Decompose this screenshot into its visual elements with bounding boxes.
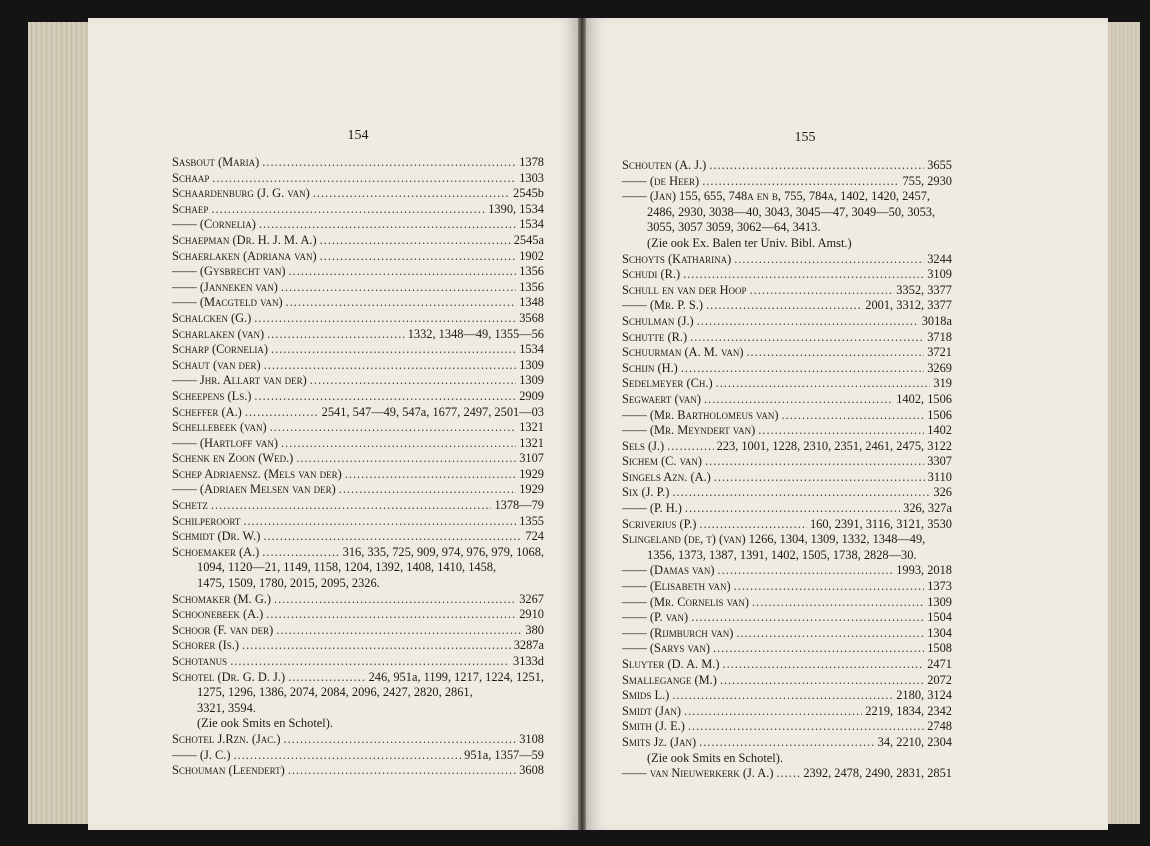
entry-name: Schmidt (Dr. W.): [172, 529, 261, 544]
entry-numbers: 34, 2210, 2304: [877, 734, 952, 749]
entry-name: Schaardenburg (J. G. van): [172, 186, 310, 201]
entry-numbers: 2541, 547—49, 547a, 1677, 2497, 2501—03: [321, 404, 544, 419]
dot-leader: [234, 748, 462, 764]
entry-name: Schep Adriaensz. (Mels van der): [172, 466, 342, 481]
dot-leader: [288, 763, 516, 779]
index-entry: [172, 623, 544, 639]
entry-name: Schellebeek (van): [172, 420, 267, 435]
index-entry: [172, 186, 544, 202]
entry-name: —— (Mr. Cornelis van): [622, 594, 750, 609]
index-entry: [172, 295, 544, 311]
entry-name: —— (Jan) 155, 655, 748a en b, 755, 784a, 1402, 1420, 2457,: [622, 189, 930, 204]
index-entry: [622, 408, 952, 424]
entry-name: Schutte (R.): [622, 329, 688, 344]
index-entry: [172, 327, 544, 343]
entry-numbers: 1993, 2018: [896, 563, 952, 578]
index-entry: [622, 439, 952, 455]
entry-numbers: 1355: [519, 513, 544, 528]
entry-name: Schudi (R.): [622, 267, 681, 282]
entry-numbers: 3352, 3377: [896, 282, 952, 297]
dot-leader: [697, 314, 919, 330]
entry-name: —— (Damas van): [622, 563, 715, 578]
entry-numbers: 1303: [519, 170, 544, 185]
index-entry: [172, 638, 544, 654]
index-entry: [622, 376, 952, 392]
dot-leader: [254, 311, 516, 327]
index-entry: [172, 171, 544, 187]
entry-numbers: 3608: [519, 763, 544, 778]
left-index-column: [172, 155, 544, 779]
dot-leader: [672, 688, 893, 704]
dot-leader: [230, 654, 510, 670]
entry-numbers: 1309: [519, 357, 544, 372]
dot-leader: [320, 233, 511, 249]
entry-name: —— (Sarys van): [622, 641, 710, 656]
entry-numbers: 1504: [927, 610, 952, 625]
index-entry: [172, 529, 544, 545]
entry-name: —— (Macgteld van): [172, 295, 283, 310]
entry-name: —— (Mr. Bartholomeus van): [622, 407, 779, 422]
entry-name: Smits Jz. (Jan): [622, 734, 697, 749]
index-entry: [622, 314, 952, 330]
entry-name: Scharlaken (van): [172, 326, 265, 341]
index-entry: [172, 451, 544, 467]
entry-name: —— (Cornelia): [172, 217, 256, 232]
dot-leader: [667, 439, 713, 455]
dot-leader: [211, 498, 492, 514]
dot-leader: [262, 155, 516, 171]
dot-leader: [284, 732, 517, 748]
entry-numbers: 246, 951a, 1199, 1217, 1224, 1251,: [368, 669, 544, 684]
entry-name: Schaepman (Dr. H. J. M. A.): [172, 232, 317, 247]
entry-name: Sasbout (Maria): [172, 155, 260, 169]
entry-numbers: 2545a: [513, 232, 544, 247]
dot-leader: [750, 283, 894, 299]
entry-numbers: 1402, 1506: [896, 391, 952, 406]
entry-name: —— (Elisabeth van): [622, 579, 731, 594]
index-entry: [172, 763, 544, 779]
entry-name: —— (Janneken van): [172, 279, 278, 294]
entry-numbers: 755, 2930: [902, 173, 952, 188]
dot-leader: [243, 514, 516, 530]
index-entry: [622, 704, 952, 720]
dot-leader: [705, 454, 924, 470]
entry-numbers: 1332, 1348—49, 1355—56: [407, 326, 544, 341]
entry-numbers: 1321: [519, 420, 544, 435]
index-entry: [172, 342, 544, 358]
dot-leader: [688, 719, 924, 735]
index-entry: [622, 189, 952, 205]
dot-leader: [339, 482, 516, 498]
dot-leader: [276, 623, 522, 639]
entry-numbers: 3267: [519, 591, 544, 606]
right-page-number: 155: [794, 130, 816, 145]
index-entry: [172, 249, 544, 265]
entry-numbers: 2219, 1834, 2342: [865, 703, 952, 718]
entry-numbers: 326: [933, 485, 952, 500]
index-entry: [622, 454, 952, 470]
dot-leader: [320, 249, 517, 265]
entry-name: Schoor (F. van der): [172, 622, 274, 637]
entry-numbers: 316, 335, 725, 909, 974, 976, 979, 1068,: [342, 544, 544, 559]
index-entry: [622, 595, 952, 611]
entry-name: —— Jhr. Allart van der): [172, 373, 307, 388]
entry-numbers: 3721: [927, 345, 952, 360]
index-entry: [172, 607, 544, 623]
dot-leader: [699, 517, 807, 533]
left-page-number: 154: [347, 128, 369, 143]
index-entry: [622, 330, 952, 346]
index-entry: [622, 392, 952, 408]
entry-name: Schaep: [172, 201, 209, 216]
dot-leader: [310, 373, 516, 389]
entry-numbers: 380: [525, 622, 544, 637]
dot-leader: [296, 451, 516, 467]
dot-leader: [684, 704, 862, 720]
entry-numbers: 1304: [927, 625, 952, 640]
entry-name: —— (Mr. Meyndert van): [622, 423, 756, 438]
dot-leader: [691, 610, 924, 626]
entry-numbers: 2748: [927, 719, 952, 734]
index-entry: [172, 654, 544, 670]
dot-leader: [281, 280, 516, 296]
entry-name: Scheffer (A.): [172, 404, 242, 419]
entry-continuation: 1094, 1120—21, 1149, 1158, 1204, 1392, 1408, 1410, 1458,: [197, 560, 497, 575]
dot-leader: [262, 545, 339, 561]
dot-leader: [681, 361, 924, 377]
index-entry: [622, 673, 952, 689]
entry-numbers: 2072: [927, 672, 952, 687]
entry-name: Schenk en Zoon (Wed.): [172, 451, 294, 466]
entry-name: Smallegange (M.): [622, 672, 717, 687]
dot-leader: [313, 186, 510, 202]
entry-name: Schotel (Dr. G. D. J.): [172, 669, 286, 684]
index-entry: [622, 158, 952, 174]
entry-numbers: 3107: [519, 451, 544, 466]
index-entry: [622, 532, 952, 548]
dot-leader: [267, 327, 405, 343]
index-entry: [172, 155, 544, 171]
right-index-column: [622, 158, 952, 782]
entry-name: Segwaert (van): [622, 391, 702, 406]
index-entry: [172, 670, 544, 686]
entry-name: Schijn (H.): [622, 360, 678, 375]
entry-numbers: 724: [525, 529, 544, 544]
dot-leader: [254, 389, 516, 405]
index-entry: [172, 748, 544, 764]
dot-leader: [716, 376, 931, 392]
entry-numbers: 3269: [927, 360, 952, 375]
entry-numbers: 3109: [927, 267, 952, 282]
entry-name: Scriverius (P.): [622, 516, 697, 531]
cross-reference-note: (Zie ook Smits en Schotel).: [647, 750, 783, 765]
entry-name: Six (J. P.): [622, 485, 670, 500]
entry-name: Sedelmeyer (Ch.): [622, 376, 713, 391]
entry-numbers: 3287a: [513, 638, 544, 653]
index-entry: [622, 485, 952, 501]
entry-numbers: 1378: [519, 155, 544, 169]
cross-reference-note: (Zie ook Ex. Balen ter Univ. Bibl. Amst.): [647, 235, 852, 250]
entry-name: Schetz: [172, 498, 208, 513]
entry-numbers: 2910: [519, 607, 544, 622]
dot-leader: [699, 735, 875, 751]
dot-leader: [714, 470, 925, 486]
index-entry: [622, 423, 952, 439]
dot-leader: [281, 436, 516, 452]
dot-leader: [286, 295, 517, 311]
entry-numbers: 2545b: [513, 186, 544, 201]
dot-leader: [752, 595, 924, 611]
entry-numbers: 1390, 1534: [488, 201, 544, 216]
index-entry: [172, 732, 544, 748]
entry-name: Schoyts (Katharina): [622, 251, 732, 266]
entry-name: Smids L.): [622, 688, 670, 703]
entry-name: Sluyter (D. A. M.): [622, 657, 720, 671]
entry-name: —— (Hartloff van): [172, 435, 278, 450]
entry-numbers: 951a, 1357—59: [464, 747, 544, 762]
entry-name: Scharp (Cornelia): [172, 342, 269, 357]
entry-name: —— (Gysbrecht van): [172, 264, 286, 279]
dot-leader: [245, 405, 319, 421]
dot-leader: [672, 485, 930, 501]
dot-leader: [259, 217, 516, 233]
entry-name: —— (J. C.): [172, 747, 231, 762]
entry-name: Schaerlaken (Adriana van): [172, 248, 317, 263]
entry-numbers: 1356: [519, 279, 544, 294]
entry-numbers: 319: [933, 376, 952, 391]
entry-name: —— (Adriaen Melsen van der): [172, 482, 336, 497]
entry-name: Schulman (J.): [622, 313, 694, 328]
entry-name: Sichem (C. van): [622, 454, 703, 469]
entry-name: Schomaker (M. G.): [172, 591, 272, 606]
entry-name: Schilperoort: [172, 513, 241, 528]
entry-name: Singels Azn. (A.): [622, 469, 711, 484]
entry-name: Schorer (Is.): [172, 638, 239, 653]
index-entry: [172, 436, 544, 452]
dot-leader: [685, 501, 900, 517]
entry-numbers: 3307: [927, 454, 952, 469]
entry-numbers: 1506: [927, 407, 952, 422]
entry-name: Schull en van der Hoop: [622, 282, 747, 297]
index-entry: [622, 298, 952, 314]
entry-numbers: 3110: [927, 469, 952, 484]
dot-leader: [345, 467, 516, 483]
dot-leader: [718, 563, 894, 579]
dot-leader: [704, 392, 893, 408]
index-entry: [622, 766, 952, 782]
entry-numbers: 1378—79: [494, 498, 544, 513]
entry-numbers: 1402: [927, 423, 952, 438]
entry-continuation: 2486, 2930, 3038—40, 3043, 3045—47, 3049—50, 3053,: [647, 204, 936, 219]
entry-numbers: 223, 1001, 1228, 2310, 2351, 2461, 2475, 3122: [716, 438, 952, 453]
index-entry: [622, 517, 952, 533]
entry-name: Schoemaker (A.): [172, 544, 260, 559]
entry-name: Sels (J.): [622, 438, 665, 453]
book-gutter: [578, 18, 586, 830]
index-entry: [172, 389, 544, 405]
entry-name: Schotel J.Rzn. (Jac.): [172, 731, 281, 746]
dot-leader: [734, 579, 925, 595]
index-entry: [622, 345, 952, 361]
index-entry: [622, 735, 952, 751]
entry-name: —— (Mr. P. S.): [622, 298, 704, 313]
index-entry: [622, 610, 952, 626]
index-entry: [622, 267, 952, 283]
index-entry: [172, 202, 544, 218]
index-entry: [622, 641, 952, 657]
page-edges-right: [1106, 22, 1140, 824]
dot-leader: [274, 592, 516, 608]
index-entry: [172, 233, 544, 249]
entry-numbers: 3108: [519, 731, 544, 746]
index-entry: [172, 467, 544, 483]
dot-leader: [271, 342, 516, 358]
entry-continuation: 3321, 3594.: [197, 700, 256, 715]
dot-leader: [702, 174, 899, 190]
index-entry: [172, 420, 544, 436]
entry-numbers: 1348: [519, 295, 544, 310]
index-entry: [172, 280, 544, 296]
entry-name: Schoonebeek (A.): [172, 607, 264, 622]
entry-numbers: 3133d: [513, 654, 544, 668]
dot-leader: [746, 345, 924, 361]
index-entry: [172, 514, 544, 530]
index-entry: [622, 657, 952, 673]
dot-leader: [690, 330, 924, 346]
index-entry: [172, 311, 544, 327]
entry-name: —— van Nieuwerkerk (J. A.): [622, 766, 774, 781]
dot-leader: [706, 298, 862, 314]
index-entry: [172, 358, 544, 374]
dot-leader: [782, 408, 925, 424]
index-entry: [622, 361, 952, 377]
entry-name: Slingeland (de, t) (van) 1266, 1304, 1309, 1332, 1348—49,: [622, 532, 926, 547]
dot-leader: [242, 638, 511, 654]
index-entry: [622, 252, 952, 268]
dot-leader: [289, 264, 517, 280]
index-entry: [172, 373, 544, 389]
entry-numbers: 2392, 2478, 2490, 2831, 2851: [803, 766, 952, 781]
entry-name: Schotanus: [172, 654, 228, 668]
index-entry: [172, 592, 544, 608]
index-entry: [622, 501, 952, 517]
entry-numbers: 1929: [519, 482, 544, 497]
entry-name: Schaap: [172, 170, 210, 185]
entry-numbers: 1902: [519, 248, 544, 263]
dot-leader: [288, 670, 365, 686]
index-entry: [622, 470, 952, 486]
index-entry: [172, 264, 544, 280]
entry-numbers: 3244: [927, 251, 952, 266]
entry-name: —— (de Heer): [622, 173, 700, 188]
entry-numbers: 1929: [519, 466, 544, 481]
dot-leader: [709, 158, 924, 174]
entry-numbers: 1309: [927, 594, 952, 609]
entry-numbers: 1534: [519, 342, 544, 357]
index-entry: [622, 579, 952, 595]
cross-reference-note: (Zie ook Smits en Schotel).: [197, 716, 333, 731]
entry-numbers: 1534: [519, 217, 544, 232]
entry-name: —— (P. van): [622, 610, 689, 625]
index-entry: [622, 283, 952, 299]
entry-numbers: 326, 327a: [903, 501, 952, 516]
index-entry: [172, 545, 544, 561]
index-entry: [622, 626, 952, 642]
index-entry: [172, 498, 544, 514]
entry-numbers: 1309: [519, 373, 544, 388]
entry-numbers: 2909: [519, 388, 544, 403]
entry-numbers: 3718: [927, 329, 952, 344]
entry-name: —— (P. H.): [622, 501, 682, 516]
entry-name: Schalcken (G.): [172, 310, 252, 325]
entry-numbers: 1508: [927, 641, 952, 656]
entry-name: Smidt (Jan): [622, 703, 682, 718]
dot-leader: [758, 423, 924, 439]
page-edges-left: [28, 22, 90, 824]
dot-leader: [212, 171, 516, 187]
dot-leader: [713, 641, 924, 657]
dot-leader: [264, 358, 517, 374]
entry-numbers: 2471: [927, 657, 952, 671]
dot-leader: [263, 529, 522, 545]
index-entry: [622, 688, 952, 704]
index-entry: [622, 174, 952, 190]
dot-leader: [211, 202, 485, 218]
entry-continuation: 1275, 1296, 1386, 2074, 2084, 2096, 2427, 2820, 2861,: [197, 685, 473, 700]
entry-continuation: 1475, 1509, 1780, 2015, 2095, 2326.: [197, 576, 380, 591]
entry-continuation: 1356, 1373, 1387, 1391, 1402, 1505, 1738, 2828—30.: [647, 547, 917, 562]
index-entry: [622, 719, 952, 735]
dot-leader: [776, 766, 800, 782]
entry-numbers: 160, 2391, 3116, 3121, 3530: [809, 516, 952, 531]
dot-leader: [736, 626, 924, 642]
entry-name: Smith (J. E.): [622, 719, 685, 734]
dot-leader: [720, 673, 924, 689]
dot-leader: [734, 252, 924, 268]
entry-numbers: 3568: [519, 310, 544, 325]
dot-leader: [270, 420, 517, 436]
entry-numbers: 2001, 3312, 3377: [865, 298, 952, 313]
entry-continuation: 3055, 3057 3059, 3062—64, 3413.: [647, 220, 821, 235]
index-entry: [172, 482, 544, 498]
entry-name: Schouten (A. J.): [622, 158, 707, 172]
entry-numbers: 2180, 3124: [896, 688, 952, 703]
entry-numbers: 3018a: [921, 313, 952, 328]
entry-numbers: 1373: [927, 579, 952, 594]
index-entry: [172, 405, 544, 421]
entry-name: Schouman (Leendert): [172, 763, 285, 778]
index-entry: [172, 217, 544, 233]
entry-numbers: 1356: [519, 264, 544, 279]
dot-leader: [683, 267, 924, 283]
entry-name: Schuurman (A. M. van): [622, 345, 744, 360]
entry-name: —— (Rijmburch van): [622, 625, 734, 640]
index-entry: [622, 563, 952, 579]
dot-leader: [266, 607, 516, 623]
entry-numbers: 1321: [519, 435, 544, 450]
entry-name: Scheepens (Ls.): [172, 388, 252, 403]
entry-name: Schaut (van der): [172, 357, 261, 372]
dot-leader: [722, 657, 924, 673]
entry-numbers: 3655: [927, 158, 952, 172]
